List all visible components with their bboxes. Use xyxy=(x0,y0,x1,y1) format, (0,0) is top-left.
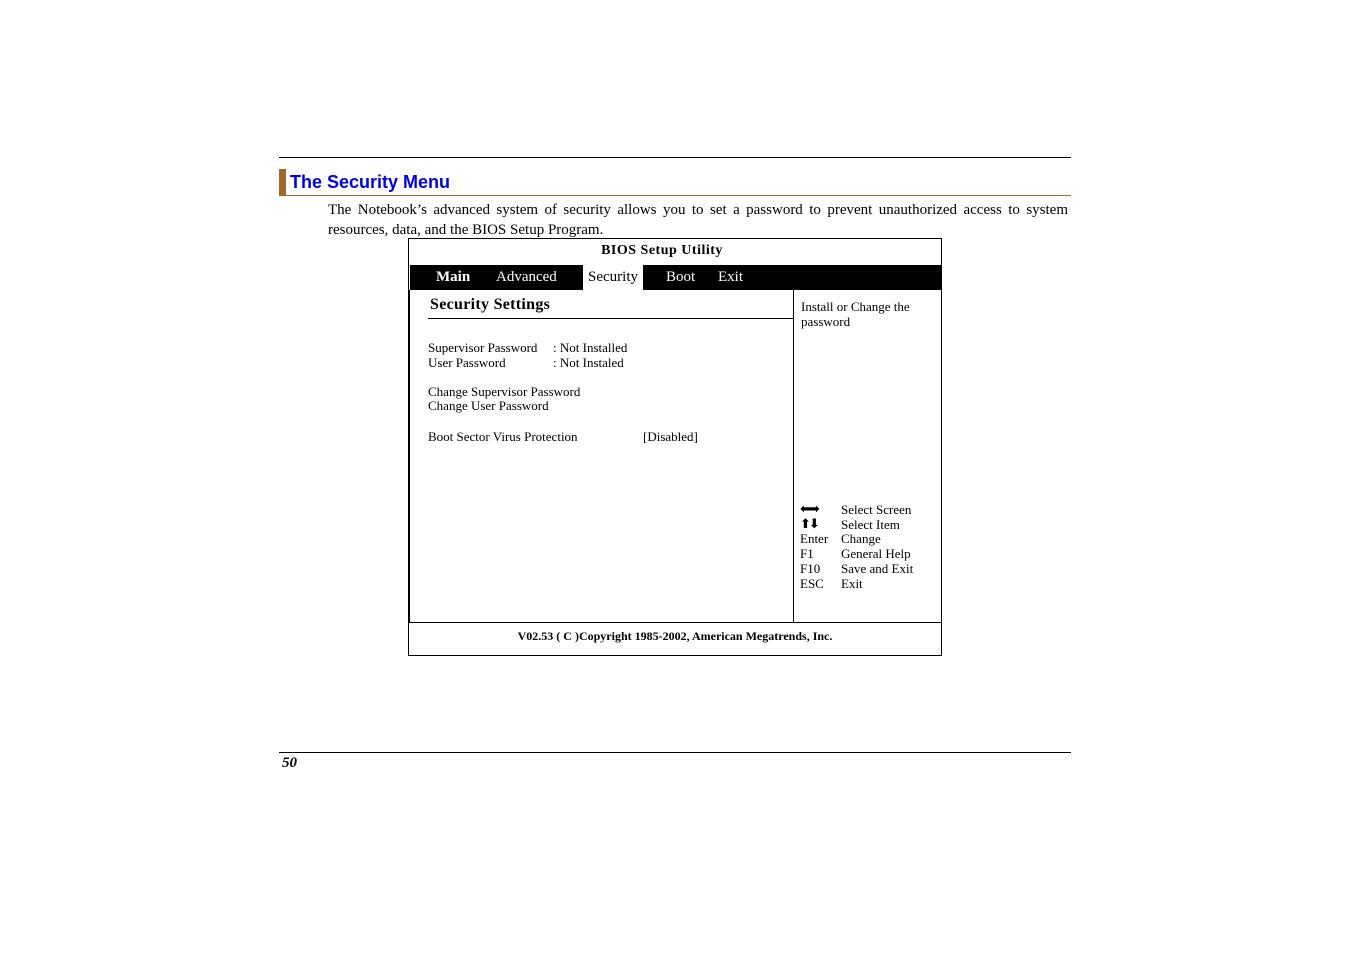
bios-screenshot xyxy=(408,238,942,656)
up-down-arrows-icon: ⬆⬇ xyxy=(800,517,818,532)
user-password-row xyxy=(428,356,788,370)
supervisor-password-row xyxy=(428,341,788,355)
left-border xyxy=(409,290,410,622)
supervisor-password-value: : Not Installed xyxy=(553,340,628,355)
key-label: ESC xyxy=(800,576,824,591)
menu-exit[interactable]: Exit xyxy=(718,269,743,285)
user-password-value: : Not Instaled xyxy=(553,355,624,370)
user-password-label: User Password xyxy=(428,355,506,370)
key-desc: Change xyxy=(841,531,881,546)
key-desc: Select Item xyxy=(841,517,900,532)
key-label: F10 xyxy=(800,561,821,576)
section-title: The Security Menu xyxy=(290,172,451,192)
settings-heading: Security Settings xyxy=(430,296,551,313)
key-label: F1 xyxy=(800,546,814,561)
menu-advanced[interactable]: Advanced xyxy=(496,269,557,285)
key-desc: Exit xyxy=(841,576,863,591)
key-desc: General Help xyxy=(841,546,911,561)
intro-paragraph: The Notebook’s advanced system of security allows you to set a password to prevent unauthorized access to system resources, data, and the BIOS Setup Program. xyxy=(328,202,1068,238)
bottom-rule xyxy=(279,752,1071,753)
top-rule xyxy=(279,157,1071,158)
key-row-save-exit xyxy=(800,561,940,576)
boot-sector-row[interactable] xyxy=(428,430,788,444)
boot-sector-label: Boot Sector Virus Protection xyxy=(428,429,578,444)
menu-security[interactable]: Security xyxy=(582,265,643,290)
menu-main[interactable]: Main xyxy=(436,269,471,285)
bios-title: BIOS Setup Utility xyxy=(601,243,723,258)
key-desc: Select Screen xyxy=(841,502,912,517)
key-row-help xyxy=(800,546,940,561)
key-row-select-screen xyxy=(800,502,940,517)
key-row-exit xyxy=(800,576,940,591)
menu-boot[interactable]: Boot xyxy=(666,269,696,285)
title-underline xyxy=(279,195,1071,196)
change-supervisor-password-item[interactable]: Change Supervisor Password xyxy=(428,384,581,399)
heading-rule xyxy=(428,318,793,319)
page-number: 50 xyxy=(282,755,297,771)
left-right-arrows-icon: ⬅➡ xyxy=(800,502,818,517)
key-label: Enter xyxy=(800,531,829,546)
bios-menu-bar xyxy=(410,265,941,290)
key-row-select-item xyxy=(800,517,940,532)
supervisor-password-label: Supervisor Password xyxy=(428,340,538,355)
help-text: Install or Change the password xyxy=(801,299,910,329)
key-desc: Save and Exit xyxy=(841,561,914,576)
panel-divider xyxy=(793,290,794,622)
footer-rule xyxy=(409,622,941,623)
change-user-password-item[interactable]: Change User Password xyxy=(428,398,549,413)
copyright-text: V02.53 ( C )Copyright 1985-2002, American Megatrends, Inc. xyxy=(517,629,833,643)
key-row-change xyxy=(800,531,940,546)
title-accent-bar xyxy=(279,169,286,195)
boot-sector-value[interactable]: [Disabled] xyxy=(643,429,698,444)
